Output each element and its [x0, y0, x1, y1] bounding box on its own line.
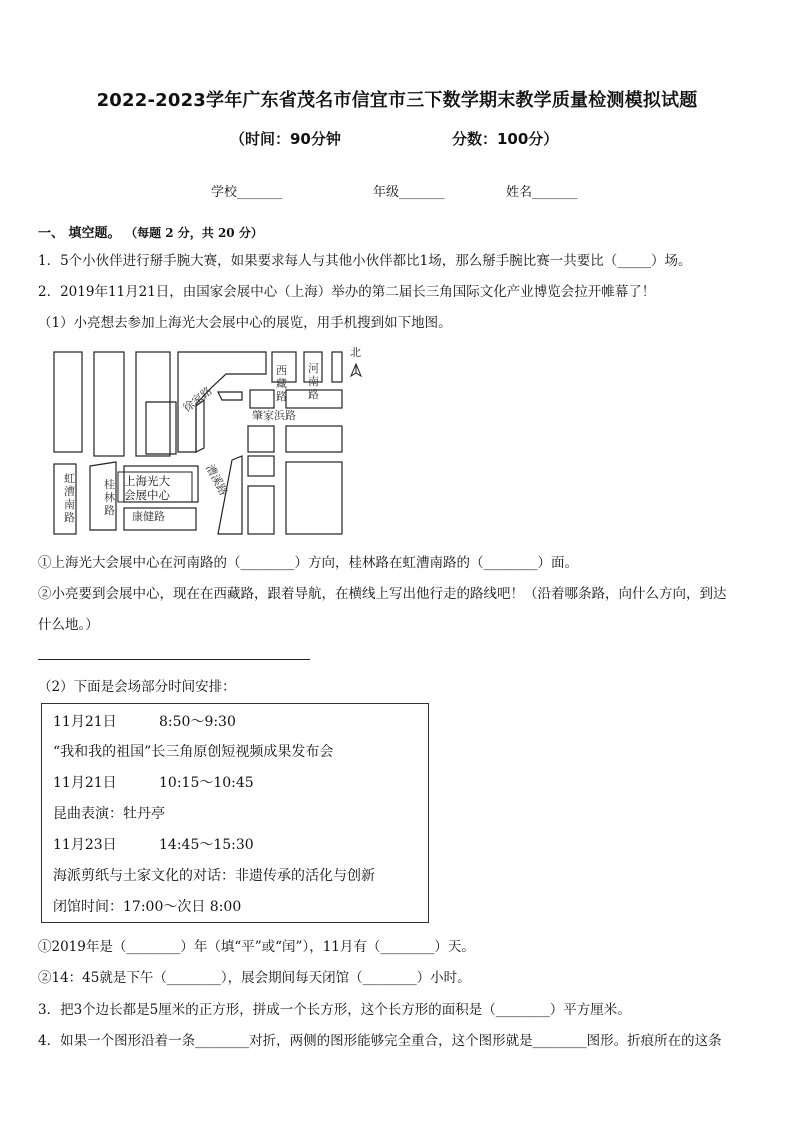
schedule-time: 8:50～9:30	[159, 714, 236, 730]
schedule-event: 昆曲表演：牡丹亭	[53, 806, 165, 822]
schedule-event: 海派剪纸与土家文化的对话：非遗传承的活化与创新	[53, 868, 375, 884]
schedule-time: 10:15～10:45	[159, 775, 254, 791]
page-title: 2022-2023学年广东省茂名市信宜市三下数学期末教学质量检测模拟试题	[96, 90, 698, 111]
question-2-sub2-line1: ②小亮要到会展中心，现在在西藏路，跟着导航，在横线上写出他行走的路线吧！（沿着哪条路，向什么方向，到达	[38, 586, 727, 602]
map-block	[146, 402, 176, 454]
map-block	[248, 426, 274, 452]
road-label-xujia: 徐家路	[180, 384, 215, 415]
question-4: 4．如果一个图形沿着一条________对折，两侧的图形能够完全重合，这个图形就是________图形。折痕所在的这条	[38, 1033, 722, 1049]
time-info: （时间：90分钟	[230, 130, 341, 148]
map-block	[54, 352, 82, 452]
schedule-date: 11月23日	[53, 837, 117, 853]
score-info: 分数：100分）	[452, 130, 559, 148]
section-points: （每题 2 分，共 20 分）	[125, 226, 263, 240]
road-label-guilin: 桂林路	[104, 478, 115, 517]
road-label-xizang: 西藏路	[276, 364, 287, 403]
question-2-part2: （2）下面是会场部分时间安排：	[38, 679, 236, 695]
section-heading	[38, 222, 263, 241]
map-block	[248, 456, 274, 476]
schedule-row	[53, 834, 254, 854]
venue-label: 上海光大	[124, 474, 170, 488]
road-label-kangjian: 康健路	[132, 510, 165, 523]
schedule-row	[53, 711, 236, 731]
map-block	[250, 390, 274, 408]
schedule-date: 11月21日	[53, 775, 117, 791]
map-block	[136, 352, 170, 456]
schedule-row	[53, 772, 254, 792]
street-map	[36, 344, 376, 536]
schedule-box	[41, 703, 429, 923]
question-2-part1: （1）小亮想去参加上海光大会展中心的展览，用手机搜到如下地图。	[38, 315, 452, 331]
map-block	[248, 486, 274, 534]
north-label: 北	[350, 346, 361, 359]
road-label-henan: 河南路	[308, 362, 319, 401]
question-2-sub4: ②14：45就是下午（________），展会期间每天闭馆（________）小时。	[38, 970, 471, 986]
road-label-zhaojiabang: 肇家浜路	[252, 409, 296, 422]
schedule-event: 闭馆时间：17:00～次日 8:00	[53, 899, 242, 915]
map-block	[94, 352, 124, 456]
map-block	[286, 426, 342, 452]
name-field: 姓名_______	[506, 185, 578, 200]
school-field: 学校_______	[211, 185, 283, 200]
grade-field: 年级_______	[373, 185, 445, 200]
question-1: 1．5个小伙伴进行掰手腕大赛，如果要求每人与其他小伙伴都比1场，那么掰手腕比赛一共要比（_____）场。	[38, 253, 692, 269]
venue-label: 会展中心	[124, 488, 170, 502]
question-2-sub2-line2: 什么地。）	[38, 617, 99, 633]
answer-line	[38, 659, 310, 660]
map-block	[218, 392, 242, 400]
question-2-sub1: ①上海光大会展中心在河南路的（________）方向，桂林路在虹漕南路的（________）面。	[38, 555, 578, 571]
schedule-date: 11月21日	[53, 714, 117, 730]
road-label-caoxi: 漕溪路	[203, 462, 231, 498]
map-block	[332, 352, 342, 382]
section-title: 一、 填空题。	[38, 226, 121, 241]
schedule-time: 14:45～15:30	[159, 837, 254, 853]
road-label-hongcao: 虹漕南路	[64, 472, 75, 524]
map-block	[286, 462, 342, 534]
schedule-event: “我和我的祖国”长三角原创短视频成果发布会	[53, 744, 334, 760]
question-2-sub3: ①2019年是（________）年（填“平”或“闰”），11月有（________）天。	[38, 939, 475, 955]
question-2-intro: 2．2019年11月21日，由国家会展中心（上海）举办的第二届长三角国际文化产业博览会拉开帷幕了！	[38, 284, 656, 300]
question-3: 3．把3个边长都是5厘米的正方形，拼成一个长方形，这个长方形的面积是（________）平方厘米。	[38, 1002, 631, 1018]
